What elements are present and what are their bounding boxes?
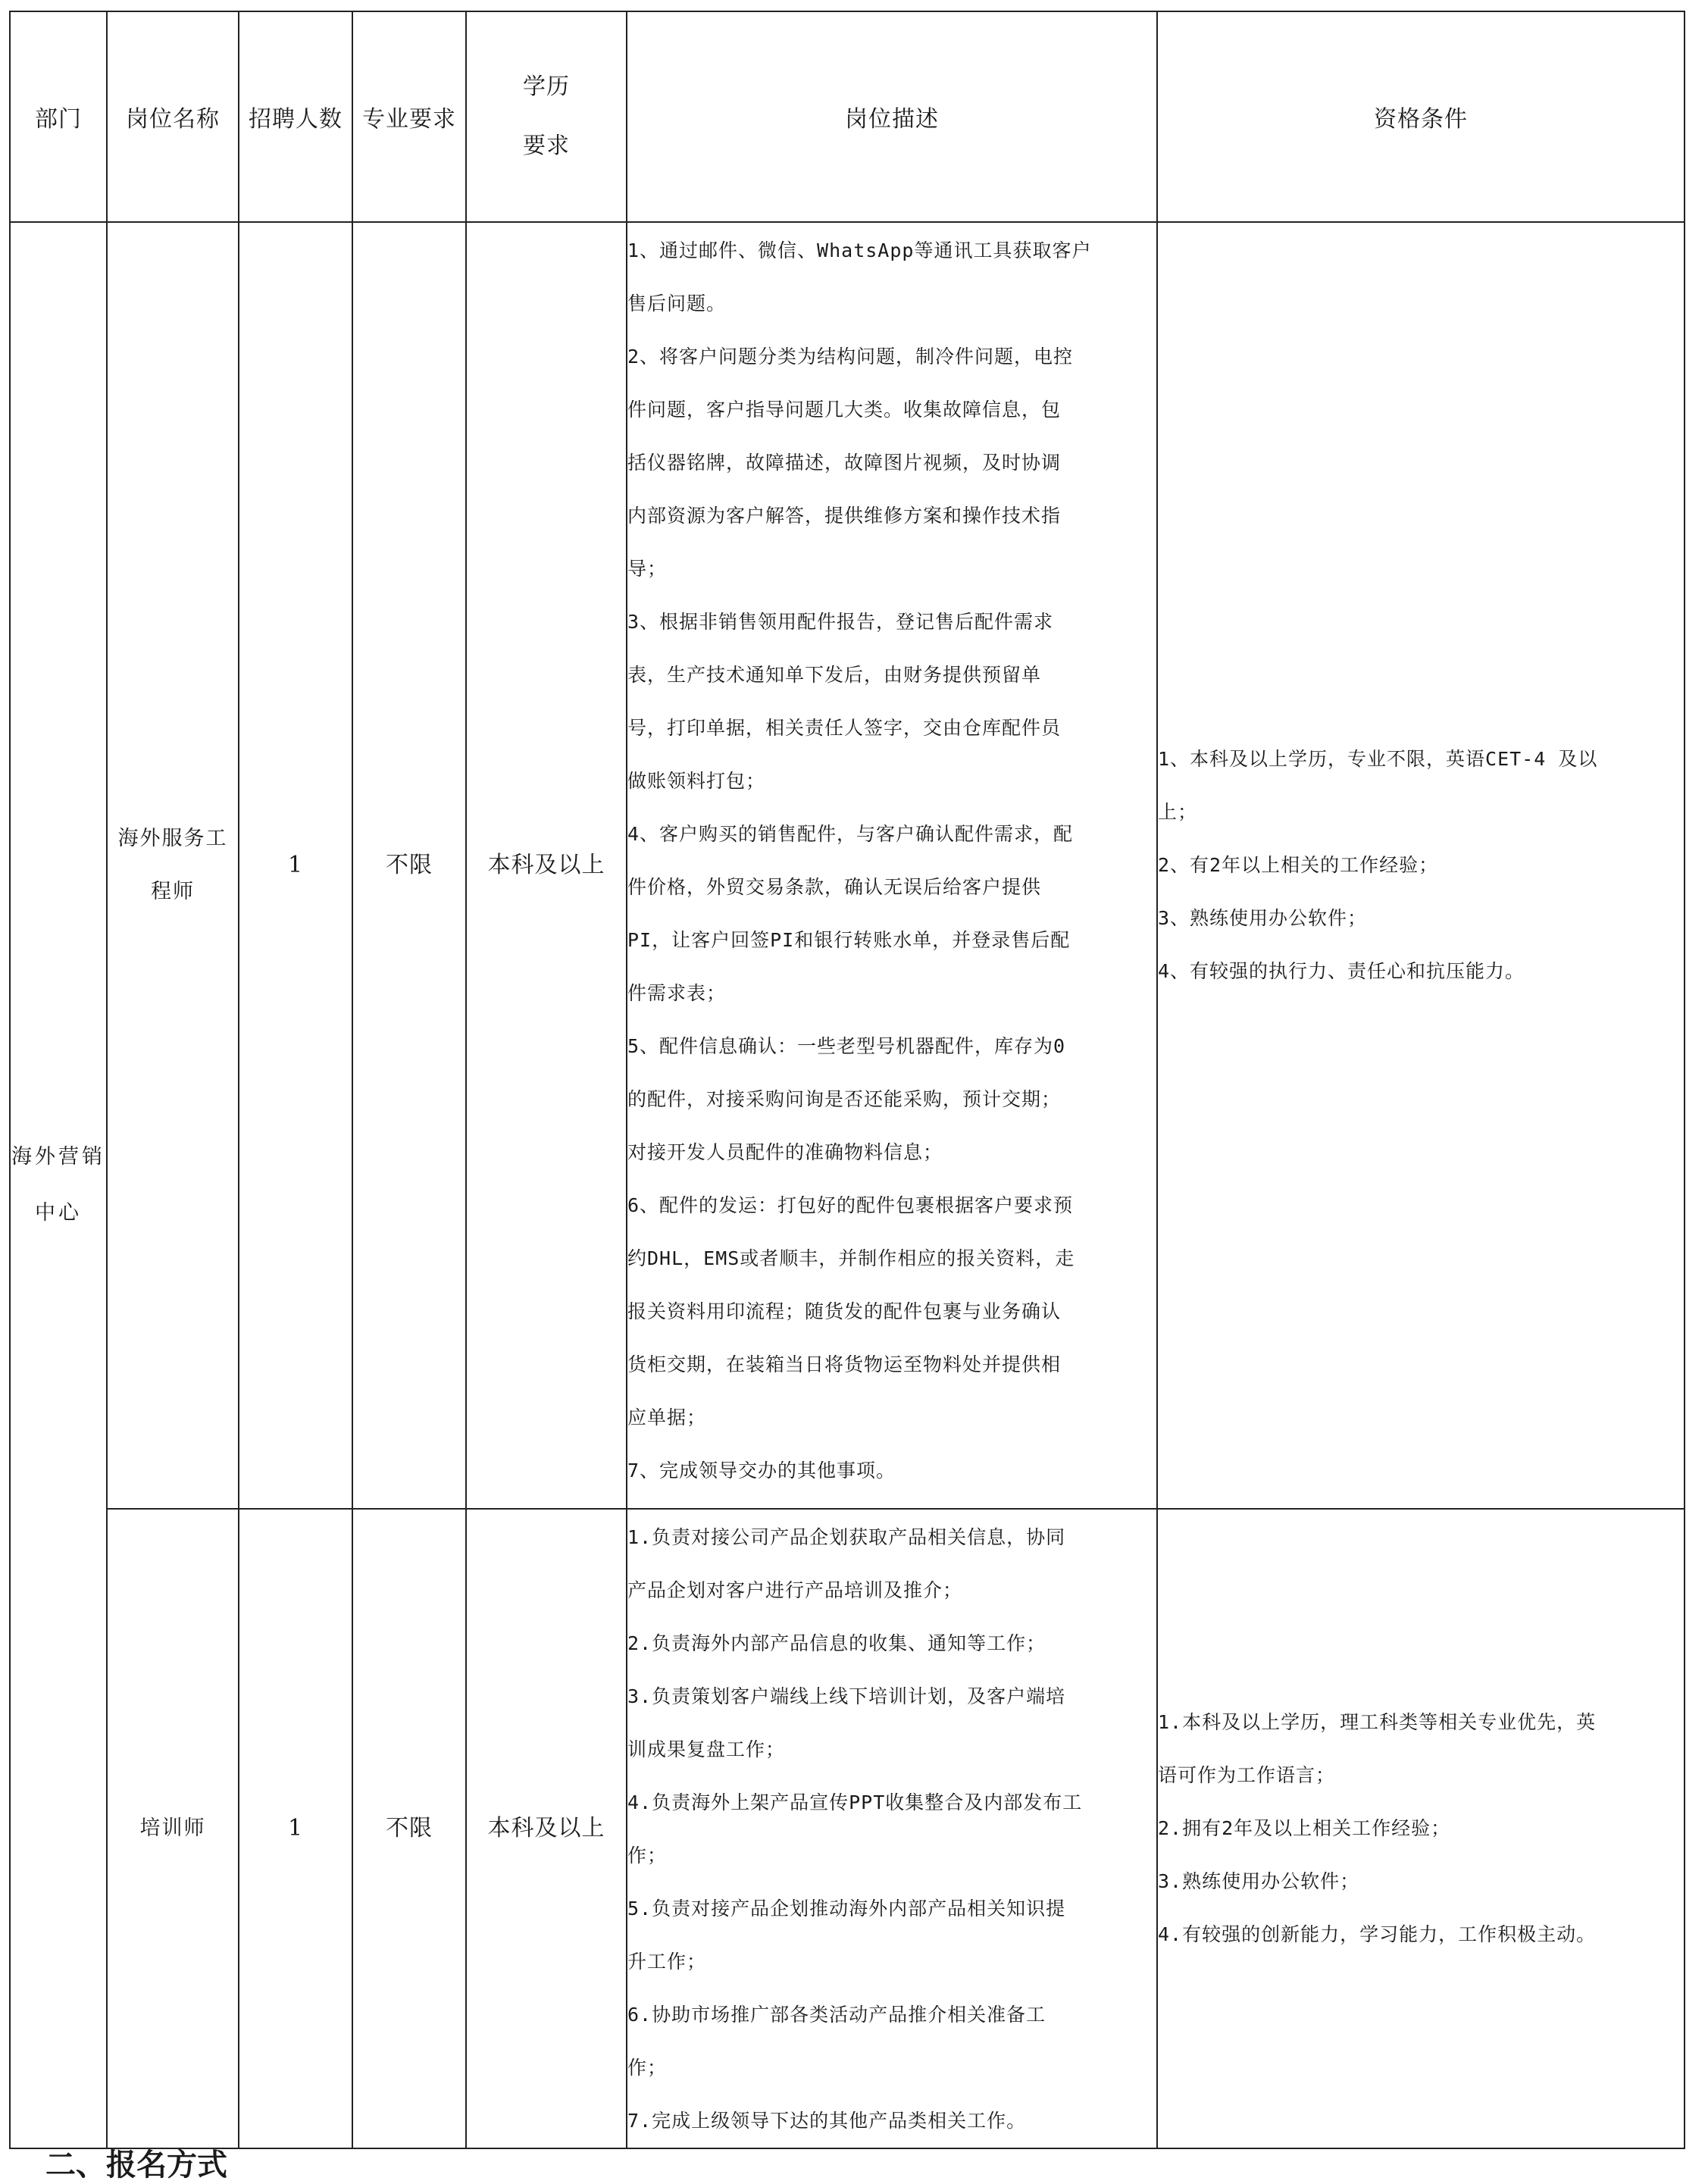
description-line: 6、配件的发运：打包好的配件包裹根据客户要求预 xyxy=(627,1194,1074,1216)
description-line: 升工作； xyxy=(627,1951,707,1973)
description-line: 训成果复盘工作； xyxy=(627,1738,786,1760)
description-line: 约DHL，EMS或者顺丰，并制作相应的报关资料，走 xyxy=(627,1247,1075,1269)
description-line: 报关资料用印流程；随货发的配件包裹与业务确认 xyxy=(627,1300,1062,1322)
description-line: 作； xyxy=(627,2057,668,2079)
position-name: 培训师 xyxy=(139,1816,206,1840)
description-line: 2.负责海外内部产品信息的收集、通知等工作； xyxy=(627,1632,1046,1654)
major-cell: 不限 xyxy=(352,1509,466,2148)
qualification-line: 3、熟练使用办公软件； xyxy=(1158,907,1368,929)
qualification-line: 3.熟练使用办公软件； xyxy=(1158,1870,1360,1892)
description-line: 对接开发人员配件的准确物料信息； xyxy=(627,1141,943,1163)
description-line: 2、将客户问题分类为结构问题，制冷件问题，电控 xyxy=(627,346,1074,368)
qualification-line: 2、有2年以上相关的工作经验； xyxy=(1158,854,1439,876)
header-major: 专业要求 xyxy=(352,11,466,222)
description-line: PI，让客户回签PI和银行转账水单，并登录售后配 xyxy=(627,929,1071,951)
header-education-line2: 要求 xyxy=(523,133,570,159)
header-position: 岗位名称 xyxy=(107,11,239,222)
qualification-list xyxy=(1158,733,1684,998)
table-header-row xyxy=(10,11,1685,222)
qualification-list xyxy=(1158,1696,1684,1961)
qualification-line: 4、有较强的执行力、责任心和抗压能力。 xyxy=(1158,960,1525,982)
description-line: 作； xyxy=(627,1845,668,1866)
table-row xyxy=(10,222,1685,1509)
qualification-line: 1.本科及以上学历，理工科类等相关专业优先，英 xyxy=(1158,1711,1597,1733)
table-row xyxy=(10,1509,1685,2148)
description-line: 产品企划对客户进行产品培训及推介； xyxy=(627,1579,963,1601)
description-line: 6.协助市场推广部各类活动产品推介相关准备工 xyxy=(627,2004,1046,2026)
description-line: 号，打印单据，相关责任人签字，交由仓库配件员 xyxy=(627,717,1062,739)
count-cell: 1 xyxy=(239,1509,352,2148)
position-cell xyxy=(107,222,239,1509)
position-cell xyxy=(107,1509,239,2148)
department-cell xyxy=(10,222,107,2148)
description-line: 表，生产技术通知单下发后，由财务提供预留单 xyxy=(627,664,1042,686)
description-line: 导； xyxy=(627,558,668,580)
description-line: 做账领料打包； xyxy=(627,770,766,792)
description-line: 内部资源为客户解答，提供维修方案和操作技术指 xyxy=(627,505,1062,527)
description-list xyxy=(627,224,1156,1497)
header-description: 岗位描述 xyxy=(627,11,1157,222)
description-line: 件需求表； xyxy=(627,982,727,1004)
description-line: 5.负责对接产品企划推动海外内部产品相关知识提 xyxy=(627,1898,1066,1920)
description-line: 3.负责策划客户端线上线下培训计划，及客户端培 xyxy=(627,1685,1066,1707)
header-education xyxy=(466,11,627,222)
description-line: 7、完成领导交办的其他事项。 xyxy=(627,1460,896,1482)
description-line: 3、根据非销售领用配件报告，登记售后配件需求 xyxy=(627,611,1054,633)
description-line: 4、客户购买的销售配件，与客户确认配件需求，配 xyxy=(627,823,1074,845)
header-education-line1: 学历 xyxy=(523,74,570,100)
qualification-line: 4.有较强的创新能力，学习能力，工作积极主动。 xyxy=(1158,1923,1597,1945)
description-cell xyxy=(627,222,1157,1509)
description-line: 件价格，外贸交易条款，确认无误后给客户提供 xyxy=(627,876,1042,898)
description-line: 7.完成上级领导下达的其他产品类相关工作。 xyxy=(627,2110,1027,2132)
description-line: 售后问题。 xyxy=(627,293,727,314)
description-list xyxy=(627,1511,1156,2148)
description-line: 括仪器铭牌，故障描述，故障图片视频，及时协调 xyxy=(627,452,1062,474)
position-name: 海外服务工程师 xyxy=(117,827,228,903)
description-line: 4.负责海外上架产品宣传PPT收集整合及内部发布工 xyxy=(627,1791,1083,1813)
major-cell: 不限 xyxy=(352,222,466,1509)
count-cell: 1 xyxy=(239,222,352,1509)
description-cell xyxy=(627,1509,1157,2148)
education-cell: 本科及以上 xyxy=(466,1509,627,2148)
section-heading: 二、报名方式 xyxy=(45,2147,227,2182)
department-name: 海外营销中心 xyxy=(11,1145,105,1225)
qualification-cell xyxy=(1157,222,1685,1509)
description-line: 货柜交期，在装箱当日将货物运至物料处并提供相 xyxy=(627,1353,1062,1375)
header-dept: 部门 xyxy=(10,11,107,222)
description-line: 1、通过邮件、微信、WhatsApp等通讯工具获取客户 xyxy=(627,239,1092,261)
education-cell: 本科及以上 xyxy=(466,222,627,1509)
description-line: 的配件，对接采购问询是否还能采购，预计交期； xyxy=(627,1088,1062,1110)
description-line: 5、配件信息确认：一些老型号机器配件，库存为0 xyxy=(627,1035,1066,1057)
description-line: 1.负责对接公司产品企划获取产品相关信息，协同 xyxy=(627,1526,1066,1548)
qualification-line: 语可作为工作语言； xyxy=(1158,1764,1336,1786)
qualification-line: 上； xyxy=(1158,801,1198,823)
description-line: 应单据； xyxy=(627,1406,707,1428)
header-count: 招聘人数 xyxy=(239,11,352,222)
description-line: 件问题，客户指导问题几大类。收集故障信息，包 xyxy=(627,399,1062,421)
qualification-cell xyxy=(1157,1509,1685,2148)
qualification-line: 1、本科及以上学历，专业不限，英语CET-4 及以 xyxy=(1158,748,1598,770)
recruitment-table xyxy=(9,11,1685,2149)
header-qualification: 资格条件 xyxy=(1157,11,1685,222)
qualification-line: 2.拥有2年及以上相关工作经验； xyxy=(1158,1817,1451,1839)
